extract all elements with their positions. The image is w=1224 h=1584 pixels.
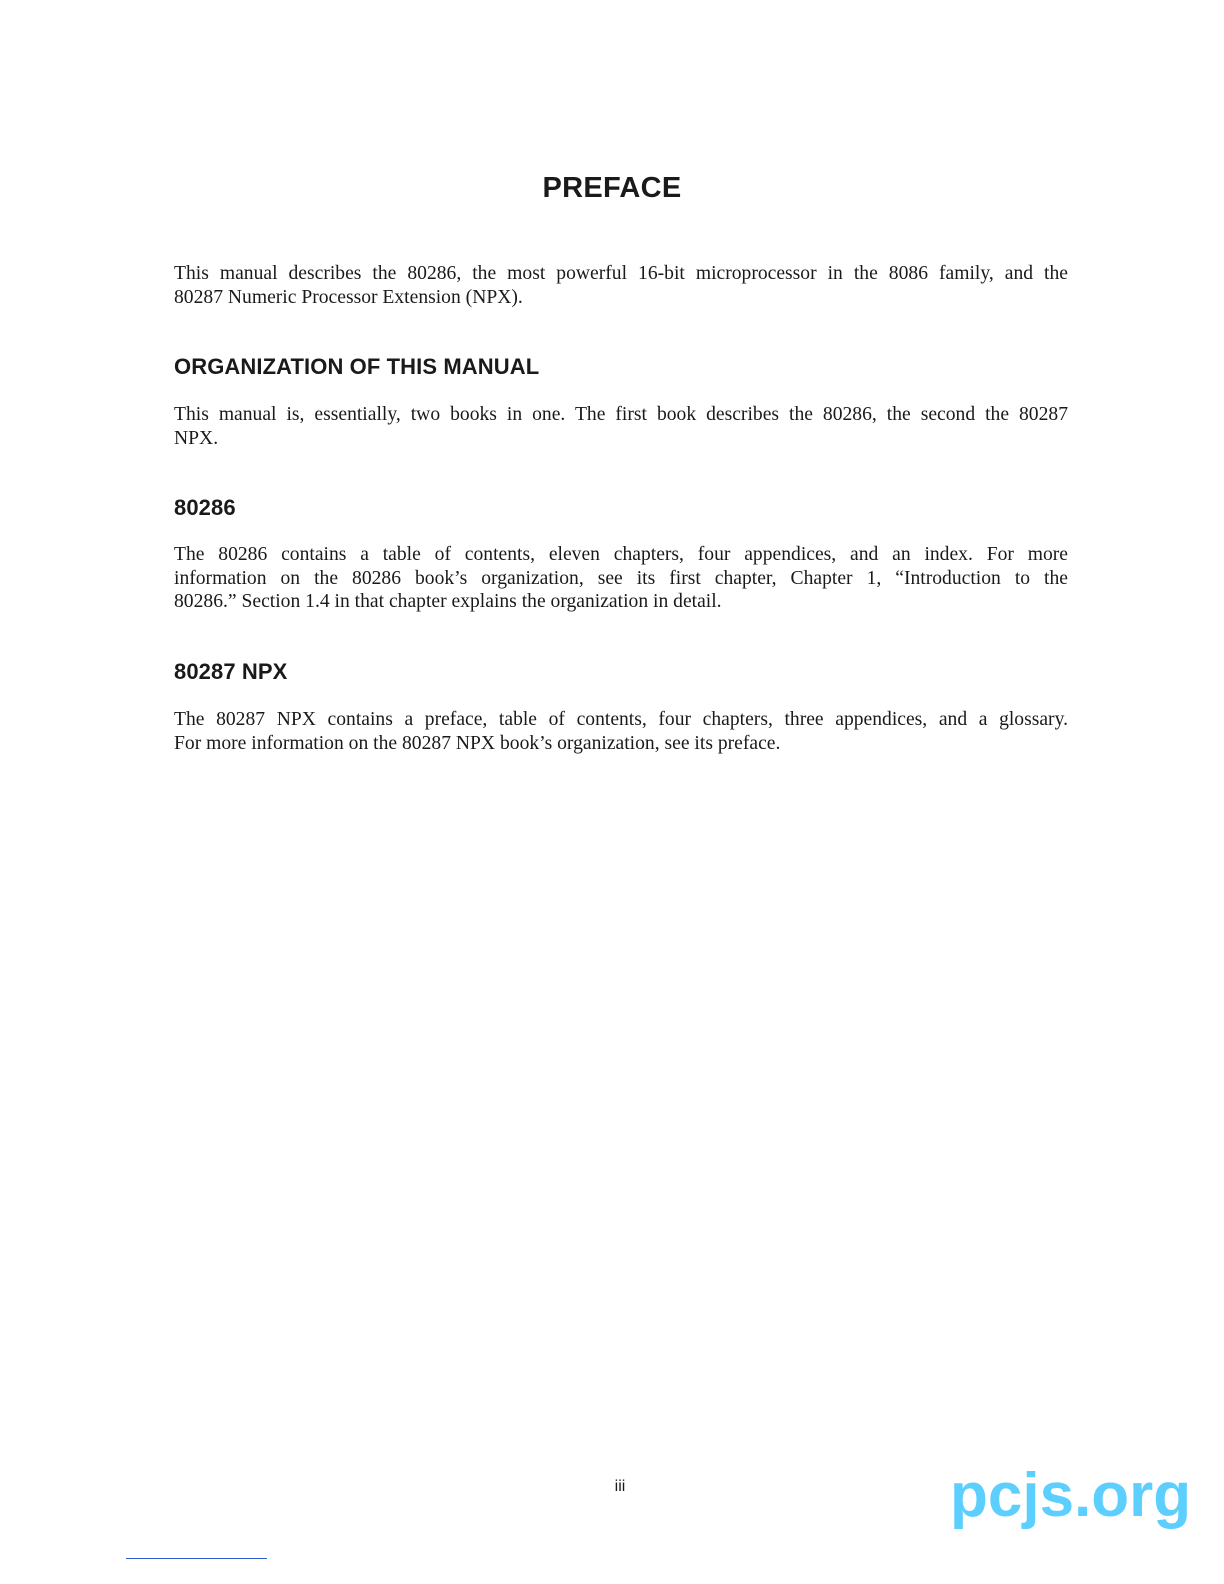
bottom-link-underline [126,1558,267,1559]
intro-paragraph [174,262,1068,309]
80287-line-1: The 80287 NPX contains a preface, table of contents, four chapters, three appendices, and a glossary. [174,709,1068,730]
intro-line-2: 80287 Numeric Processor Extension (NPX). [174,286,523,308]
80286-line-2: information on the 80286 book’s organization, see its first chapter, Chapter 1, “Introduction to the [174,567,1068,589]
80286-line-1: The 80286 contains a table of contents, eleven chapters, four appendices, and an index. For more [174,544,1068,565]
80287-line-2: For more information on the 80287 NPX book’s organization, see its preface. [174,732,781,754]
page-number: iii [614,1478,626,1495]
pcjs-watermark: pcjs.org [950,1461,1192,1530]
80286-line-3: 80286.” Section 1.4 in that chapter explains the organization in detail. [174,591,722,612]
section-paragraph-80286 [174,543,1068,614]
section-paragraph-organization [174,403,1068,450]
section-heading-80287-npx: 80287 NPX [174,659,288,684]
organization-line-2: NPX. [174,427,219,449]
section-heading-80286: 80286 [174,495,236,520]
organization-line-1: This manual is, essentially, two books in one. The first book describes the 80286, the second the 80287 [174,404,1068,425]
page-title: PREFACE [542,172,682,204]
intro-line-1: This manual describes the 80286, the most powerful 16-bit microprocessor in the 8086 family, and the [174,263,1068,284]
section-heading-organization: ORGANIZATION OF THIS MANUAL [174,354,540,379]
section-paragraph-80287-npx [174,708,1068,755]
